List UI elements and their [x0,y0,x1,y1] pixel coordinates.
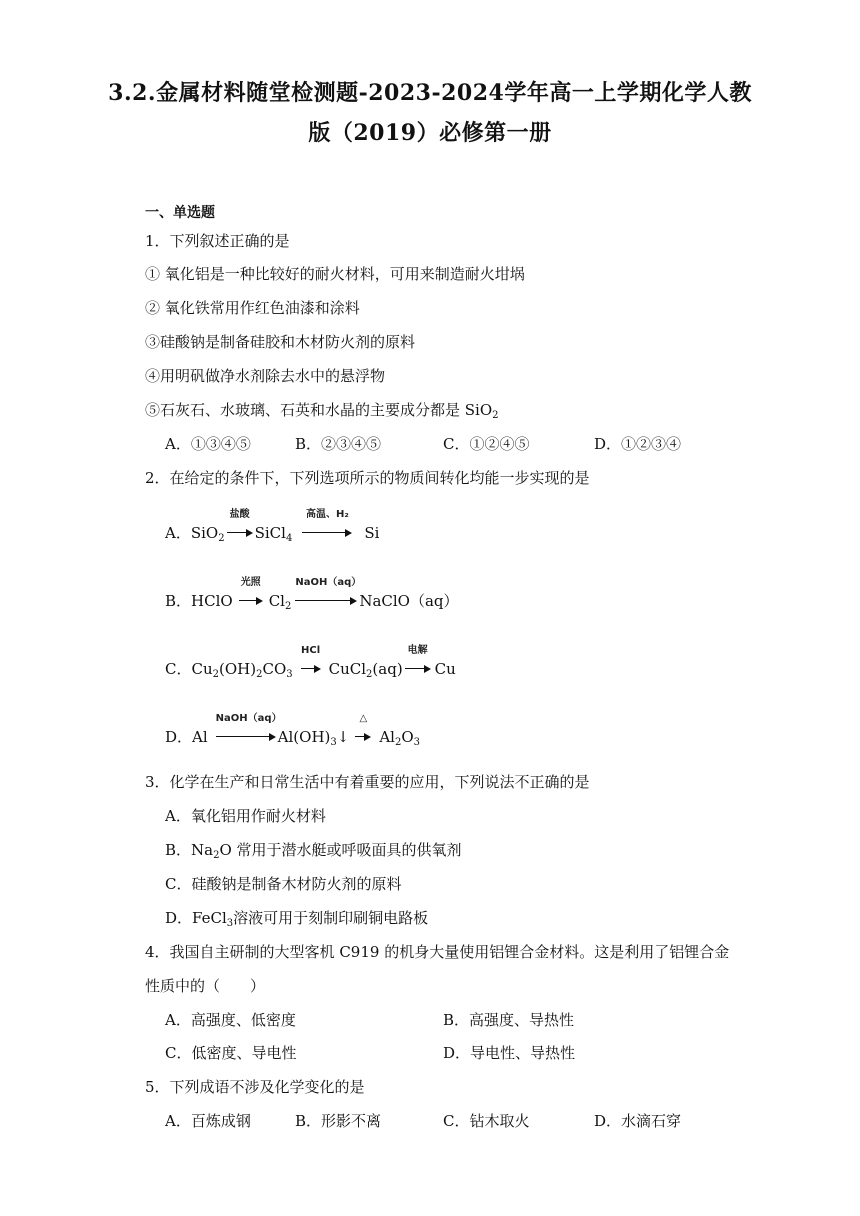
q1-statement-3: ③硅酸钠是制备硅胶和木材防火剂的原料 [145,333,416,351]
q3-option-a[interactable]: A．氧化铝用作耐火材料 [165,807,326,825]
q5-stem: 5．下列成语不涉及化学变化的是 [145,1078,365,1096]
reaction-arrow: △ [355,722,371,742]
reaction-arrow: NaOH（aq） [295,586,357,606]
q3-stem: 3．化学在生产和日常生活中有着重要的应用，下列说法不正确的是 [145,773,590,791]
q4-option-c[interactable]: C．低密度、导电性 [165,1044,297,1062]
reaction-arrow: 电解 [405,654,431,674]
q4-option-d[interactable]: D．导电性、导热性 [443,1044,576,1062]
q1-statement-5: ⑤石灰石、水玻璃、石英和水晶的主要成分都是 SiO$_2$ [145,401,499,421]
q1-statement-4: ④用明矾做净水剂除去水中的悬浮物 [145,367,386,385]
q1-option-b[interactable]: B．②③④⑤ [295,435,382,453]
reaction-arrow: NaOH（aq） [216,722,276,742]
q1-statement-2: ② 氧化铁常用作红色油漆和涂料 [145,299,360,317]
q3-option-d[interactable]: D．FeCl$_3$溶液可用于刻制印刷铜电路板 [165,909,429,929]
q2-option-a[interactable]: A．SiO$_2$ 盐酸 SiCl$_4$ 高温、H₂ Si [165,509,380,544]
q5-option-b[interactable]: B．形影不离 [295,1112,382,1130]
q2-option-b[interactable]: B．HClO 光照 $Cl_2$ NaOH（aq） NaClO（aq） [165,577,459,612]
section-heading: 一、单选题 [145,205,215,221]
title-line-2: 版（2019）必修第一册 [308,120,552,146]
q4-option-b[interactable]: B．高强度、导热性 [443,1011,575,1029]
q4-stem-line-1: 4．我国自主研制的大型客机 C919 的机身大量使用铝锂合金材料。这是利用了铝锂合金 [145,943,730,961]
title-line-1: 3.2.金属材料随堂检测题-2023-2024学年高一上学期化学人教 [108,80,752,106]
reaction-arrow: 光照 [239,586,263,606]
q4-stem-line-2: 性质中的（ ） [145,977,266,995]
q2-option-c[interactable]: C．$Cu_2(OH)_2CO_3$ HCl CuCl$_2$(aq) 电解 Cu [165,645,456,680]
q4-option-a[interactable]: A．高强度、低密度 [165,1011,296,1029]
q5-option-d[interactable]: D．水滴石穿 [594,1112,682,1130]
q5-option-c[interactable]: C．钻木取火 [443,1112,530,1130]
q1-statement-1: ① 氧化铝是一种比较好的耐火材料，可用来制造耐火坩埚 [145,265,525,283]
q3-option-c[interactable]: C．硅酸钠是制备木材防火剂的原料 [165,875,402,893]
q1-option-a[interactable]: A．①③④⑤ [165,435,251,453]
q2-stem: 2．在给定的条件下，下列选项所示的物质间转化均能一步实现的是 [145,469,590,487]
reaction-arrow: 高温、H₂ [302,518,352,538]
q1-stem: 1．下列叙述正确的是 [145,232,290,250]
q1-option-d[interactable]: D．①②③④ [594,435,682,453]
q1-option-c[interactable]: C．①②④⑤ [443,435,530,453]
reaction-arrow: 盐酸 [227,518,253,538]
q5-option-a[interactable]: A．百炼成钢 [165,1112,251,1130]
q2-option-d[interactable]: D．Al NaOH（aq） $Al(OH)_3↓$ △ $Al_2O_3$ [165,713,421,748]
q3-option-b[interactable]: B．$Na_2O$ 常用于潜水艇或呼吸面具的供氧剂 [165,841,462,861]
reaction-arrow: HCl [301,654,321,674]
